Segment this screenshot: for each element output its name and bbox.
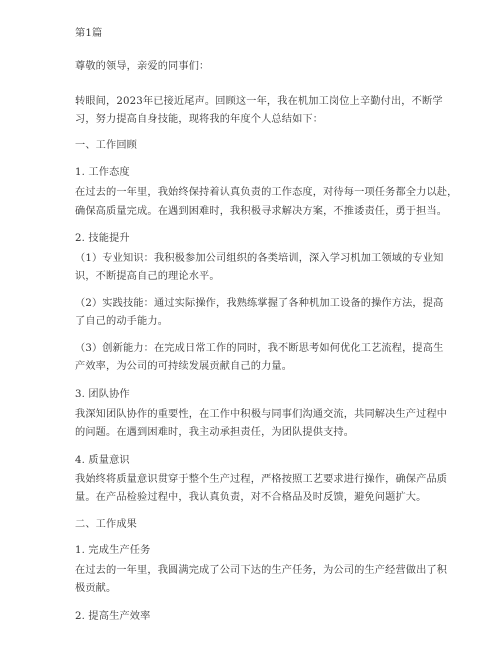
s2-item1-heading: 1. 完成生产任务	[75, 545, 151, 556]
section-2-heading: 二、工作成果	[75, 519, 138, 530]
s2-item2-heading: 2. 提高生产效率	[75, 611, 151, 622]
s1-item2-heading: 2. 技能提升	[75, 233, 130, 244]
s1-item2-sub3-line-1: （3）创新能力：在完成日常工作的同时，我不断思考如何优化工艺流程，提高生	[75, 343, 444, 354]
page-label: 第1篇	[75, 28, 103, 39]
s1-item1-body-line-1: 在过去的一年里，我始终保持着认真负责的工作态度，对待每一项任务都全力以赴，	[75, 187, 458, 198]
s1-item1-body-line-2: 确保高质量完成。在遇到困难时，我积极寻求解决方案，不推诿责任，勇于担当。	[75, 206, 448, 217]
intro-line-1: 转眼间，2023年已接近尾声。回顾这一年，我在机加工岗位上辛勤付出，不断学	[75, 96, 443, 107]
s1-item1-heading: 1. 工作态度	[75, 167, 130, 178]
s1-item2-sub1-line-1: （1）专业知识：我积极参加公司组织的各类培训，深入学习机加工领域的专业知	[75, 253, 444, 264]
intro-line-2: 习，努力提高自身技能，现将我的年度个人总结如下：	[75, 114, 324, 125]
s2-item1-body-line-1: 在过去的一年里，我圆满完成了公司下达的生产任务，为公司的生产经营做出了积	[75, 565, 448, 576]
s1-item3-body-line-2: 的问题。在遇到困难时，我主动承担责任，为团队提供支持。	[75, 427, 355, 438]
s2-item1-body-line-2: 极贡献。	[75, 583, 117, 594]
s1-item4-body-line-2: 量。在产品检验过程中，我认真负责，对不合格品及时反馈，避免问题扩大。	[75, 492, 427, 503]
s1-item2-sub2-line-1: （2）实践技能：通过实际操作，我熟练掌握了各种机加工设备的操作方法，提高	[75, 298, 444, 309]
section-1-heading: 一、工作回顾	[75, 140, 138, 151]
s1-item2-sub1-line-2: 识，不断提高自己的理论水平。	[75, 271, 220, 282]
s1-item3-heading: 3. 团队协作	[75, 389, 130, 400]
s1-item4-body-line-1: 我始终将质量意识贯穿于整个生产过程，严格按照工艺要求进行操作，确保产品质	[75, 474, 448, 485]
s1-item4-heading: 4. 质量意识	[75, 455, 130, 466]
s1-item2-sub3-line-2: 产效率，为公司的可持续发展贡献自己的力量。	[75, 361, 293, 372]
s1-item2-sub2-line-2: 了自己的动手能力。	[75, 316, 169, 327]
s1-item3-body-line-1: 我深知团队协作的重要性，在工作中积极与同事们沟通交流，共同解决生产过程中	[75, 409, 448, 420]
salutation: 尊敬的领导，亲爱的同事们：	[75, 61, 210, 72]
